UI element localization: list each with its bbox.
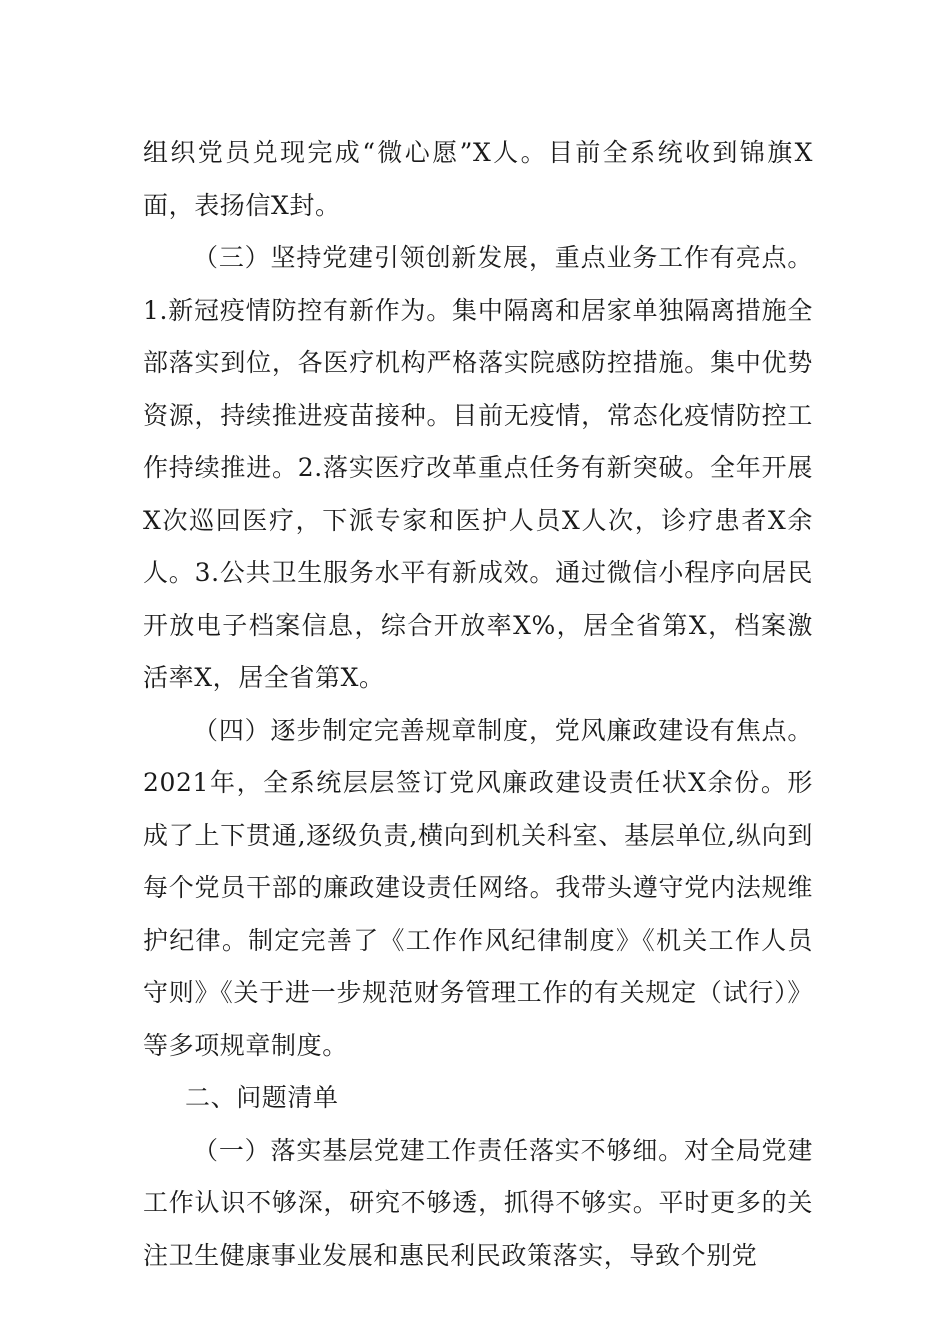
paragraph-continuation: 组织党员兑现完成“微心愿”X人。目前全系统收到锦旗X面，表扬信X封。 <box>143 138 813 220</box>
paragraph-problem-1: （一）落实基层党建工作责任落实不够细。对全局党建工作认识不够深，研究不够透，抓得不够实。平时更多的关注卫生健康事业发展和惠民利民政策落实，导致个别党 <box>143 1135 813 1270</box>
heading-problem-list: 二、问题清单 <box>185 1083 339 1112</box>
paragraph-section-4: （四）逐步制定完善规章制度，党风廉政建设有焦点。2021年，全系统层层签订党风廉政建设责任状X余份。形成了上下贯通,逐级负责,横向到机关科室、基层单位,纵向到每个党员干部的廉政建设责任网络。我带头遵守党内法规维护纪律。制定完善了《工作作风纪律制度》《机关工作人员守则》《关于进一步规范财务管理工作的有关规定（试行）》等多项规章制度。 <box>143 715 813 1060</box>
document-body <box>143 127 813 1282</box>
paragraph-section-3: （三）坚持党建引领创新发展，重点业务工作有亮点。1.新冠疫情防控有新作为。集中隔离和居家单独隔离措施全部落实到位，各医疗机构严格落实院感防控措施。集中优势资源，持续推进疫苗接种。目前无疫情，常态化疫情防控工作持续推进。2.落实医疗改革重点任务有新突破。全年开展X次巡回医疗，下派专家和医护人员X人次，诊疗患者X余人。3.公共卫生服务水平有新成效。通过微信小程序向居民开放电子档案信息，综合开放率X%，居全省第X，档案激活率X，居全省第X。 <box>143 243 813 692</box>
